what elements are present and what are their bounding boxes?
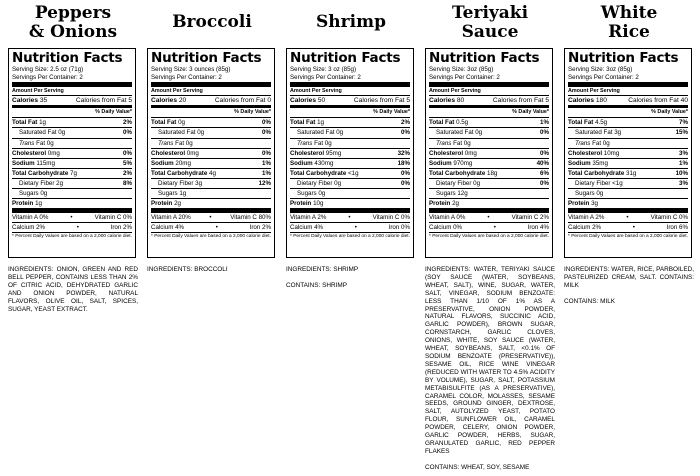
dietary-fiber-row: Dietary Fiber 0g 0% <box>429 178 549 188</box>
sodium-row: Sodium 35mg 1% <box>568 159 688 167</box>
allergen-contains: CONTAINS: MILK <box>564 297 616 305</box>
amount-per-serving: Amount Per Serving <box>429 88 481 95</box>
trans-fat-row: Trans Fat 0g <box>151 138 271 148</box>
serving-size: Serving Size: 3oz (85g) <box>568 66 633 73</box>
cholesterol-row: Cholesterol 0mg 0% <box>12 149 132 157</box>
vitamins-row: Vitamin A 0% • Vitamin C 2% <box>429 214 549 222</box>
calories-row: Calories 80 Calories from Fat 5 <box>429 97 549 105</box>
daily-value-header: % Daily Value* <box>234 109 271 116</box>
calories-row: Calories 20 Calories from Fat 0 <box>151 97 271 105</box>
daily-value-footnote: * Percent Daily Values are based on a 2,000 calorie diet. <box>568 234 688 240</box>
product-title: Peppers & Onions <box>28 2 118 42</box>
protein-row: Protein 2g <box>429 198 549 208</box>
sugars-row: Sugars 0g <box>568 188 688 198</box>
product-title: Broccoli <box>172 12 252 32</box>
saturated-fat-row: Saturated Fat 0g 0% <box>429 127 549 137</box>
calories-row: Calories 50 Calories from Fat 5 <box>290 97 410 105</box>
amount-per-serving: Amount Per Serving <box>290 88 342 95</box>
dietary-fiber-row: Dietary Fiber 3g 12% <box>151 178 271 188</box>
product-title: Shrimp <box>316 12 386 32</box>
cholesterol-row: Cholesterol 10mg 3% <box>568 149 688 157</box>
dietary-fiber-row: Dietary Fiber 0g 0% <box>290 178 410 188</box>
serving-size: Serving Size: 2.5 oz (71g) <box>12 66 84 73</box>
ingredients-text: INGREDIENTS: WATER, RICE, PARBOILED, PASTEURIZED CREAM, SALT. CONTAINS: MILK <box>564 266 694 289</box>
product-column <box>564 0 694 305</box>
nutrition-facts-panel <box>286 48 414 258</box>
dietary-fiber-row: Dietary Fiber <1g 3% <box>568 178 688 188</box>
serving-size: Serving Size: 3 ounces (85g) <box>151 66 231 73</box>
amount-per-serving: Amount Per Serving <box>151 88 203 95</box>
total-fat-row: Total Fat 0.5g 1% <box>429 119 549 127</box>
sugars-row: Sugars 0g <box>290 188 410 198</box>
minerals-row: Calcium 2% • Iron 6% <box>568 224 688 232</box>
product-title: Teriyaki Sauce <box>451 2 529 42</box>
total-fat-row: Total Fat 4.5g 7% <box>568 119 688 127</box>
ingredients-text: INGREDIENTS: SHRIMP <box>286 266 359 273</box>
ingredients-block <box>286 266 416 290</box>
vitamins-row: Vitamin A 2% • Vitamin C 0% <box>290 214 410 222</box>
ingredients-text: INGREDIENTS: ONION, GREEN AND RED BELL PEPPER, CONTAINS LESS THAN 2% OF CITRIC ACID, DEHYDRATED GARLIC AND ONION POWDER, NATURAL FLAVORS, OLIVE OIL, SALT, SPICES, SUGAR, YEAST EXTRACT. <box>8 266 138 313</box>
total-fat-row: Total Fat 1g 2% <box>12 119 132 127</box>
vitamins-row: Vitamin A 2% • Vitamin C 0% <box>568 214 688 222</box>
ingredients-block <box>425 266 555 472</box>
nutrition-facts-heading: Nutrition Facts <box>290 50 401 66</box>
nutrition-facts-panel <box>425 48 553 258</box>
cholesterol-row: Cholesterol 95mg 32% <box>290 149 410 157</box>
total-fat-row: Total Fat 1g 2% <box>290 119 410 127</box>
ingredients-text: INGREDIENTS: WATER, TERIYAKI SAUCE (SOY SAUCE (WATER, SOYBEANS, WHEAT, SALT), WINE, SUGAR, WATER, SALT, VINEGAR, SODIUM BENZOATE: LESS THAN 1/10 OF 1% AS A PRESERVATIVE, ONION POWDER, NATURAL FLAVORS, SUCCINIC ACID, GARLIC POWDER), BROWN SUGAR, CORNSTARCH, GARLIC CLOVES, ONIONS, WHITE, SOY SAUCE (WATER, WHEAT, SOYBEANS, SALT, <0.1% OF SODIUM BENZOATE (PRESERVATIVE)), SESAME OIL, RICE WINE VINEGAR (REDUCED WITH WATER TO 4.5% ACIDITY BY VOLUME), SUGAR, SALT, POTASSIUM METABISULFITE (AS A PRESERVATIVE), CARAMEL COLOR, MOLASSES, SESAME SEEDS, GROUND GINGER, DEXTROSE, SALT, AUTOLYZED YEAST, POTATO FLOUR, SUNFLOWER OIL, CARAMEL POWDER, CELERY, ONION POWDER, GARLIC POWDER, HERBS, SUGAR, GRANULATED GARLIC, RED PEPPER FLAKES <box>425 266 555 455</box>
sugars-row: Sugars 1g <box>151 188 271 198</box>
minerals-row: Calcium 4% • Iron 0% <box>290 224 410 232</box>
product-column <box>286 0 416 289</box>
dietary-fiber-row: Dietary Fiber 2g 8% <box>12 178 132 188</box>
ingredients-block <box>147 266 277 282</box>
trans-fat-row: Trans Fat 0g <box>290 138 410 148</box>
amount-per-serving: Amount Per Serving <box>12 88 64 95</box>
daily-value-footnote: * Percent Daily Values are based on a 2,000 calorie diet. <box>290 234 410 240</box>
daily-value-header: % Daily Value* <box>651 109 688 116</box>
total-fat-row: Total Fat 0g 0% <box>151 119 271 127</box>
vitamins-row: Vitamin A 0% • Vitamin C 0% <box>12 214 132 222</box>
daily-value-footnote: * Percent Daily Values are based on a 2,000 calorie diet. <box>429 234 549 240</box>
nutrition-facts-panel <box>8 48 136 258</box>
minerals-row: Calcium 0% • Iron 4% <box>429 224 549 232</box>
servings-per-container: Servings Per Container: 2 <box>429 73 500 81</box>
sodium-row: Sodium 430mg 18% <box>290 159 410 167</box>
saturated-fat-row: Saturated Fat 0g 0% <box>12 127 132 137</box>
nutrition-facts-heading: Nutrition Facts <box>12 50 123 66</box>
protein-row: Protein 1g <box>12 198 132 208</box>
ingredients-block <box>564 266 694 306</box>
minerals-row: Calcium 2% • Iron 2% <box>12 224 132 232</box>
nutrition-facts-panel <box>564 48 692 258</box>
nutrition-facts-heading: Nutrition Facts <box>151 50 262 66</box>
ingredients-text: INGREDIENTS: BROCCOLI <box>147 266 228 273</box>
carbohydrate-row: Total Carbohydrate 18g 6% <box>429 169 549 177</box>
calories-row: Calories 35 Calories from Fat 5 <box>12 97 132 105</box>
sugars-row: Sugars 0g <box>12 188 132 198</box>
product-title: White Rice <box>600 2 658 42</box>
carbohydrate-row: Total Carbohydrate 31g 10% <box>568 169 688 177</box>
daily-value-header: % Daily Value* <box>373 109 410 116</box>
minerals-row: Calcium 4% • Iron 2% <box>151 224 271 232</box>
trans-fat-row: Trans Fat 0g <box>568 138 688 148</box>
saturated-fat-row: Saturated Fat 0g 0% <box>290 127 410 137</box>
daily-value-footnote: * Percent Daily Values are based on a 2,000 calorie diet. <box>12 234 132 240</box>
protein-row: Protein 2g <box>151 198 271 208</box>
vitamins-row: Vitamin A 20% • Vitamin C 80% <box>151 214 271 222</box>
protein-row: Protein 10g <box>290 198 410 208</box>
servings-per-container: Servings Per Container: 2 <box>290 73 361 81</box>
servings-per-container: Servings Per Container: 2 <box>12 73 83 81</box>
calories-row: Calories 180 Calories from Fat 40 <box>568 97 688 105</box>
sugars-row: Sugars 12g <box>429 188 549 198</box>
product-column <box>8 0 138 313</box>
serving-size: Serving Size: 3oz (85g) <box>429 66 494 73</box>
carbohydrate-row: Total Carbohydrate <1g 0% <box>290 169 410 177</box>
servings-per-container: Servings Per Container: 2 <box>568 73 639 81</box>
nutrition-facts-panel <box>147 48 275 258</box>
product-column <box>147 0 277 273</box>
carbohydrate-row: Total Carbohydrate 4g 1% <box>151 169 271 177</box>
saturated-fat-row: Saturated Fat 0g 0% <box>151 127 271 137</box>
sodium-row: Sodium 970mg 40% <box>429 159 549 167</box>
sodium-row: Sodium 20mg 1% <box>151 159 271 167</box>
trans-fat-row: Trans Fat 0g <box>429 138 549 148</box>
product-column <box>425 0 555 471</box>
trans-fat-row: Trans Fat 0g <box>12 138 132 148</box>
nutrition-facts-heading: Nutrition Facts <box>429 50 540 66</box>
nutrition-facts-heading: Nutrition Facts <box>568 50 679 66</box>
cholesterol-row: Cholesterol 0mg 0% <box>151 149 271 157</box>
saturated-fat-row: Saturated Fat 3g 15% <box>568 127 688 137</box>
cholesterol-row: Cholesterol 0mg 0% <box>429 149 549 157</box>
servings-per-container: Servings Per Container: 2 <box>151 73 222 81</box>
sodium-row: Sodium 115mg 5% <box>12 159 132 167</box>
serving-size: Serving Size: 3 oz (85g) <box>290 66 357 73</box>
allergen-contains: CONTAINS: WHEAT, SOY, SESAME <box>425 463 530 471</box>
amount-per-serving: Amount Per Serving <box>568 88 620 95</box>
allergen-contains: CONTAINS: SHRIMP <box>286 281 347 289</box>
carbohydrate-row: Total Carbohydrate 7g 2% <box>12 169 132 177</box>
daily-value-header: % Daily Value* <box>512 109 549 116</box>
ingredients-block <box>8 266 138 321</box>
protein-row: Protein 3g <box>568 198 688 208</box>
daily-value-header: % Daily Value* <box>95 109 132 116</box>
daily-value-footnote: * Percent Daily Values are based on a 2,000 calorie diet. <box>151 234 271 240</box>
